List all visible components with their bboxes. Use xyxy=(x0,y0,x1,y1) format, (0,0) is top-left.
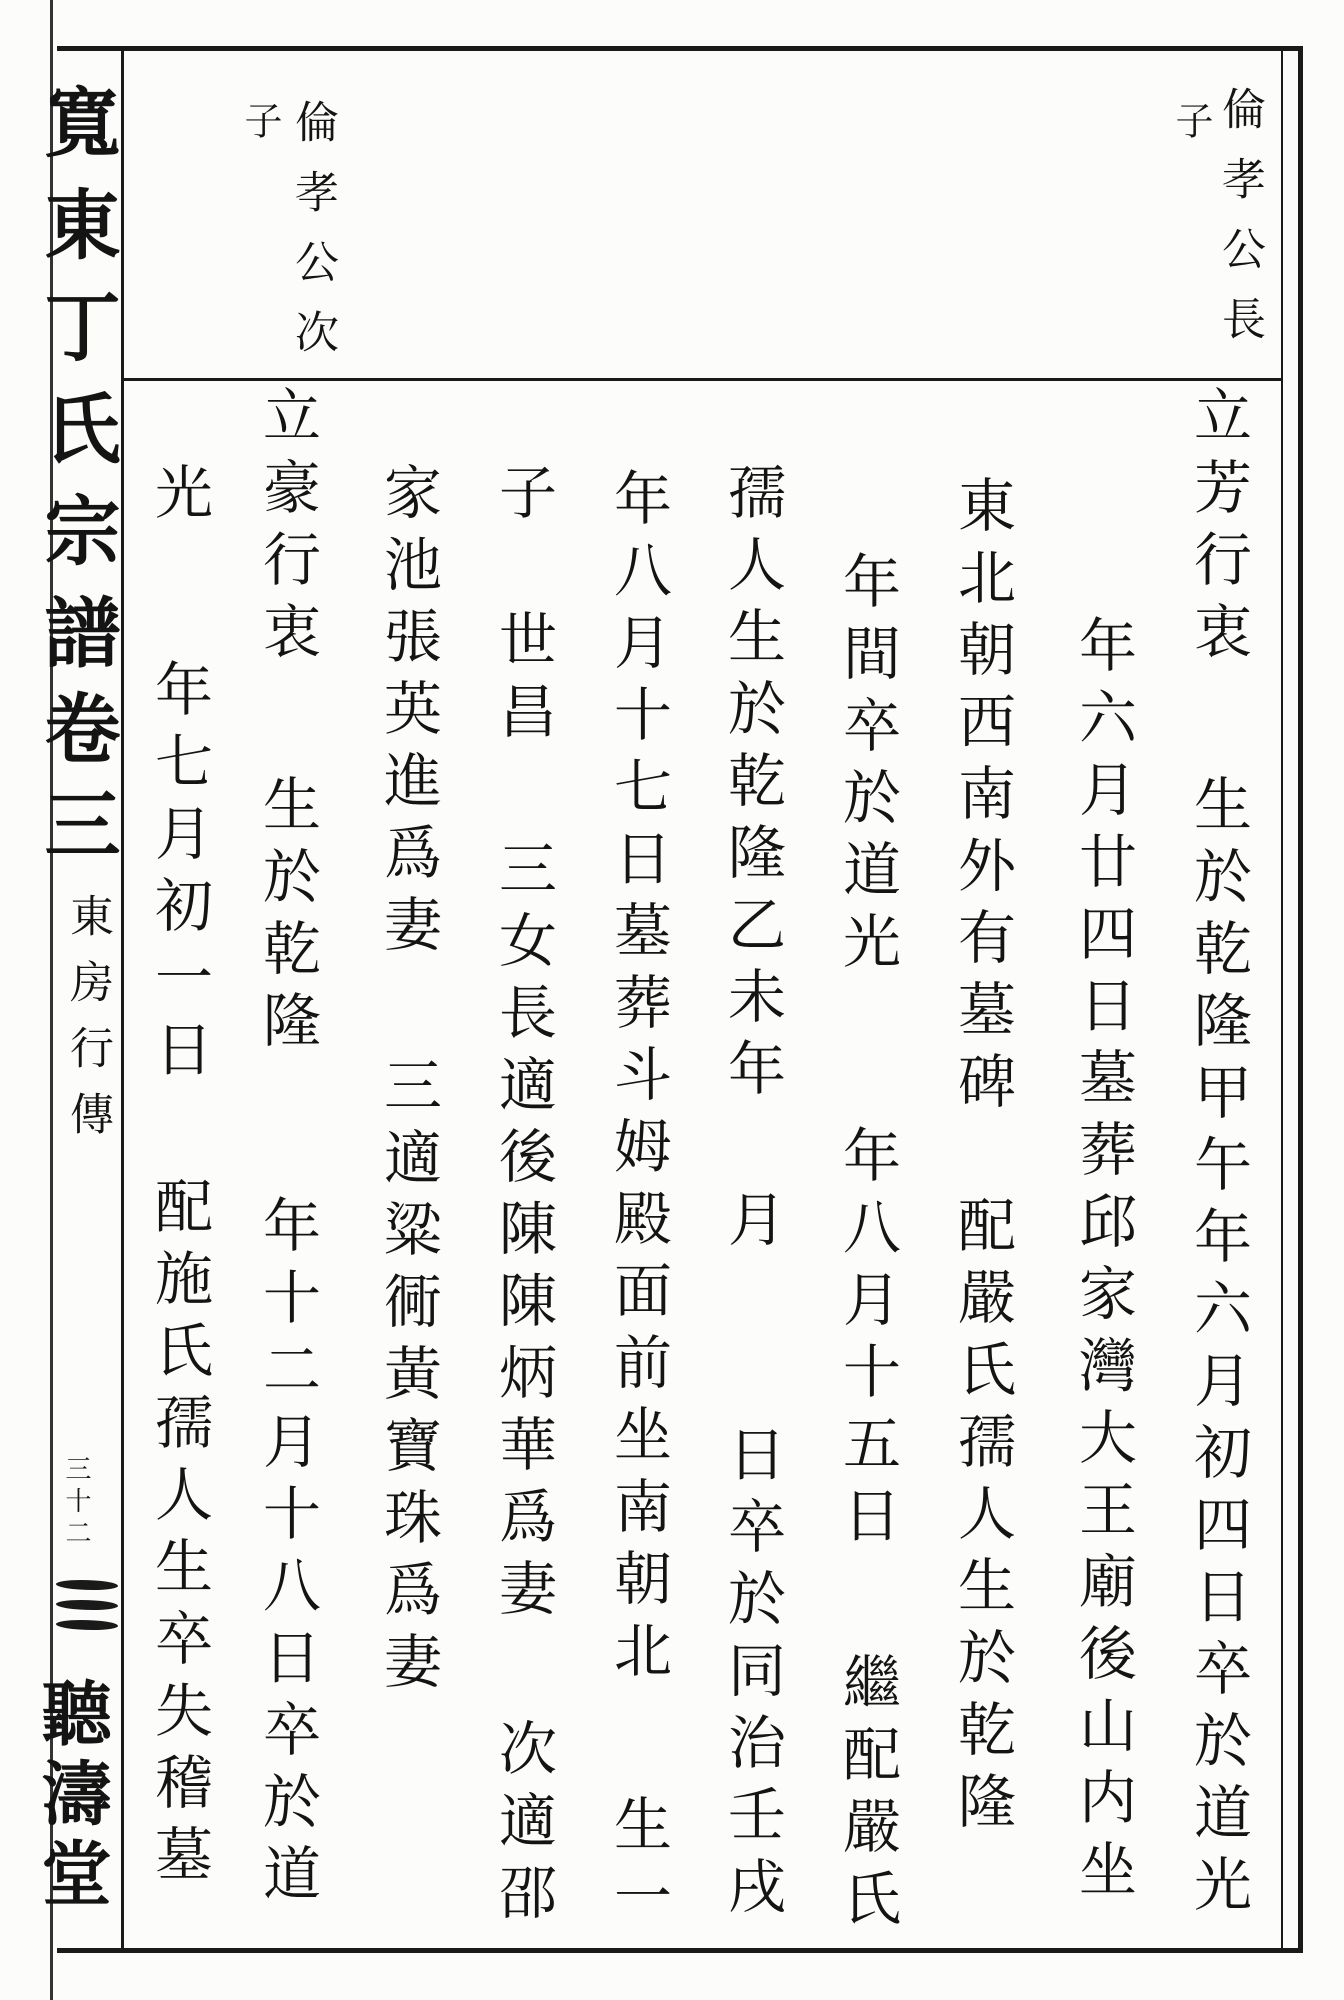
text-column-7 xyxy=(489,0,557,2000)
fishtail-mark xyxy=(56,1620,118,1630)
section-label: 東房行傳 xyxy=(62,893,113,1157)
text-segment: 年八月十五日 xyxy=(833,1125,901,1557)
text-segment: 年六月廿四日墓葬邱家灣大王廟後山内坐 xyxy=(1069,615,1137,1911)
text-segment: 子 xyxy=(489,462,557,534)
hall-name: 聽濤堂 xyxy=(30,1677,113,1917)
text-column-5 xyxy=(718,0,786,2000)
text-column-3 xyxy=(948,0,1016,2000)
text-column-6 xyxy=(604,0,672,2000)
header-left-label: 倫孝公次 xyxy=(287,99,338,379)
text-segment: 年間卒於道光 xyxy=(833,551,901,983)
text-segment: 生於乾隆 xyxy=(253,774,321,1062)
text-segment: 生於乾隆甲午年六月初四日卒於道光 xyxy=(1184,774,1252,1926)
text-segment: 次適邵 xyxy=(489,1718,557,1934)
header-left-suffix: 子 xyxy=(238,101,282,139)
text-segment: 配施氏孺人生卒失稽墓 xyxy=(145,1176,213,1896)
text-segment: 配嚴氏孺人生於乾隆 xyxy=(948,1195,1016,1843)
volume-label: 卷三 xyxy=(32,689,121,881)
text-segment: 孺人生於乾隆乙未年 xyxy=(718,462,786,1110)
header-right-suffix: 子 xyxy=(1169,101,1213,139)
book-title: 寬東丁氏宗譜 xyxy=(32,83,121,695)
text-segment: 三適粱衕黃寶珠爲妻 xyxy=(374,1055,442,1703)
text-segment: 年十二月十八日卒於道 xyxy=(253,1195,321,1915)
text-segment: 家池張英進爲妻 xyxy=(374,462,442,966)
text-segment: 月 xyxy=(718,1189,786,1261)
frame-inner-right-line xyxy=(1281,51,1283,1948)
text-column-10 xyxy=(145,0,213,2000)
margin-divider-line xyxy=(121,46,124,1953)
header-right-label: 倫孝公長 xyxy=(1214,86,1265,366)
text-segment: 東北朝西南外有墓碑 xyxy=(948,475,1016,1123)
text-column-2 xyxy=(1069,0,1137,2000)
text-segment: 日卒於同治壬戌 xyxy=(718,1424,786,1928)
text-segment: 生一 xyxy=(604,1794,672,1938)
text-column-1 xyxy=(1184,0,1252,2000)
fishtail-mark xyxy=(56,1600,118,1610)
text-column-8 xyxy=(374,0,442,2000)
text-segment: 立豪行衷 xyxy=(253,385,321,673)
frame-right-border xyxy=(1298,46,1303,1953)
fishtail-mark xyxy=(56,1580,118,1590)
text-segment: 世昌 xyxy=(489,609,557,753)
text-segment: 光 xyxy=(145,462,213,534)
text-segment: 三女長適後陳陳炳華爲妻 xyxy=(489,838,557,1630)
text-column-9 xyxy=(253,0,321,2000)
text-column-4 xyxy=(833,0,901,2000)
text-segment: 繼配嚴氏 xyxy=(833,1652,901,1940)
text-segment: 立芳行衷 xyxy=(1184,385,1252,673)
page-number: 三十二 xyxy=(61,1455,91,1551)
text-segment: 年七月初一日 xyxy=(145,659,213,1091)
text-segment: 年八月十七日墓葬斗姆殿面前坐南朝北 xyxy=(604,468,672,1692)
